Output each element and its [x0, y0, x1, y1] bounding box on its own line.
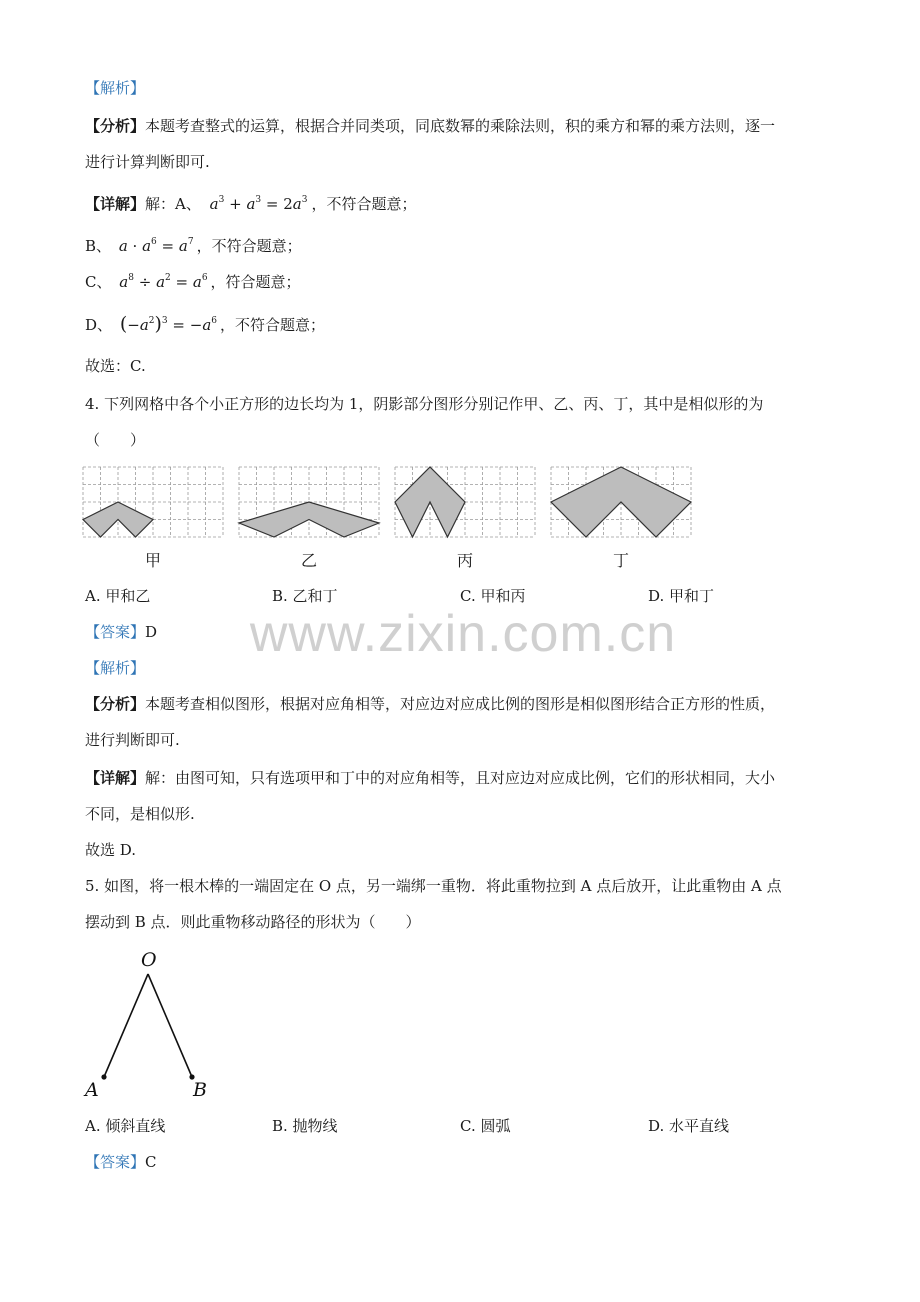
- formula-d: $(-a^2)^3 = -a^6$: [119, 313, 218, 335]
- detail-option-d: [85, 314, 325, 335]
- q5-option-b: B. 抛物线: [272, 1117, 338, 1135]
- formula-c: $a^8 \div a^2 = a^6$: [119, 273, 208, 291]
- q4-detail-text-cont: 不同，是相似形.: [85, 805, 195, 823]
- analysis-text-cont: 进行计算判断即可.: [85, 153, 210, 171]
- q4-analysis-heading: 【解析】: [85, 659, 146, 677]
- question-4-blank: （ ）: [85, 431, 146, 449]
- detail-option-b: [85, 236, 302, 256]
- q5-answer-value: C: [145, 1153, 157, 1171]
- q4-detail-paragraph: [85, 768, 775, 788]
- q4-analysis-paragraph: [85, 694, 775, 714]
- question-5-stem: 5. 如图，将一根木棒的一端固定在 O 点，另一端绑一重物．将此重物拉到 A 点后放开，让此重物由 A 点: [85, 877, 782, 895]
- q5-option-a: A. 倾斜直线: [85, 1117, 166, 1135]
- analysis-heading: 【解析】: [85, 79, 146, 97]
- point-a: [101, 1074, 106, 1079]
- formula-a: $a^3 + a^3 = 2a^3$: [209, 195, 308, 213]
- caption-bing: 丙: [456, 551, 473, 570]
- formula-b: $a \cdot a^6 = a^7$: [118, 237, 194, 255]
- caption-ding: 丁: [612, 551, 629, 570]
- q4-analysis-tag: 【分析】: [85, 695, 146, 713]
- analysis-tag: 【分析】: [85, 117, 146, 135]
- detail-b-prefix: B、: [85, 237, 112, 255]
- answer-value: D: [145, 623, 158, 641]
- detail-option-c: [85, 272, 301, 292]
- label-o: O: [141, 949, 157, 971]
- detail-c-suffix: ，符合题意；: [210, 273, 301, 291]
- q5-answer-tag: 【答案】: [85, 1153, 146, 1171]
- figure-yi: [236, 463, 386, 543]
- q4-option-c: C. 甲和丙: [460, 587, 526, 605]
- q4-detail-tag: 【详解】: [85, 769, 146, 787]
- q4-analysis-text: 本题考查相似图形，根据对应角相等，对应边对应成比例的图形是相似图形结合正方形的性质，: [145, 695, 776, 713]
- question-4-stem: 4. 下列网格中各个小正方形的边长均为 1，阴影部分图形分别记作甲、乙、丙、丁，其中是相似形的为: [85, 395, 764, 413]
- label-a: A: [85, 1079, 99, 1101]
- caption-jia: 甲: [144, 551, 161, 570]
- detail-b-suffix: ，不符合题意；: [196, 237, 302, 255]
- question-5-stem-cont: 摆动到 B 点．则此重物移动路径的形状为（ ）: [85, 913, 421, 931]
- watermark: www.zixin.com.cn: [249, 605, 677, 663]
- figure-jia: [80, 463, 230, 543]
- detail-c-prefix: C、: [85, 273, 112, 291]
- analysis-paragraph: [85, 116, 775, 136]
- detail-tag: 【详解】: [85, 195, 146, 213]
- q4-option-d: D. 甲和丁: [648, 587, 715, 605]
- q5-option-d: D. 水平直线: [648, 1117, 730, 1135]
- analysis-text: 本题考查整式的运算，根据合并同类项，同底数幂的乘除法则，积的乘方和幂的乘方法则，逐一: [145, 117, 776, 135]
- pendulum-diagram: [80, 944, 220, 1104]
- q5-option-c: C. 圆弧: [460, 1117, 511, 1135]
- choice-text: 故选：C.: [85, 357, 146, 375]
- answer-tag: 【答案】: [85, 623, 146, 641]
- q4-detail-text: 解：由图可知，只有选项甲和丁中的对应角相等，且对应边对应成比例，它们的形状相同，大小: [145, 769, 776, 787]
- q4-choice: 故选 D.: [85, 841, 137, 859]
- rod-ob: [148, 974, 192, 1077]
- detail-d-prefix: D、: [85, 316, 113, 334]
- q5-answer: [85, 1152, 157, 1172]
- detail-d-suffix: ，不符合题意；: [220, 316, 326, 334]
- detail-a-prefix: 解：A、: [145, 195, 201, 213]
- detail-a-suffix: ，不符合题意；: [311, 195, 417, 213]
- detail-option-a: [85, 194, 416, 214]
- q4-option-a: A. 甲和乙: [85, 587, 151, 605]
- q4-analysis-text-cont: 进行判断即可.: [85, 731, 180, 749]
- q4-option-b: B. 乙和丁: [272, 587, 338, 605]
- q4-answer: [85, 622, 157, 642]
- caption-yi: 乙: [300, 551, 317, 570]
- rod-oa: [104, 974, 148, 1077]
- figure-ding: [548, 463, 698, 543]
- label-b: B: [193, 1079, 207, 1101]
- figure-bing: [392, 463, 542, 543]
